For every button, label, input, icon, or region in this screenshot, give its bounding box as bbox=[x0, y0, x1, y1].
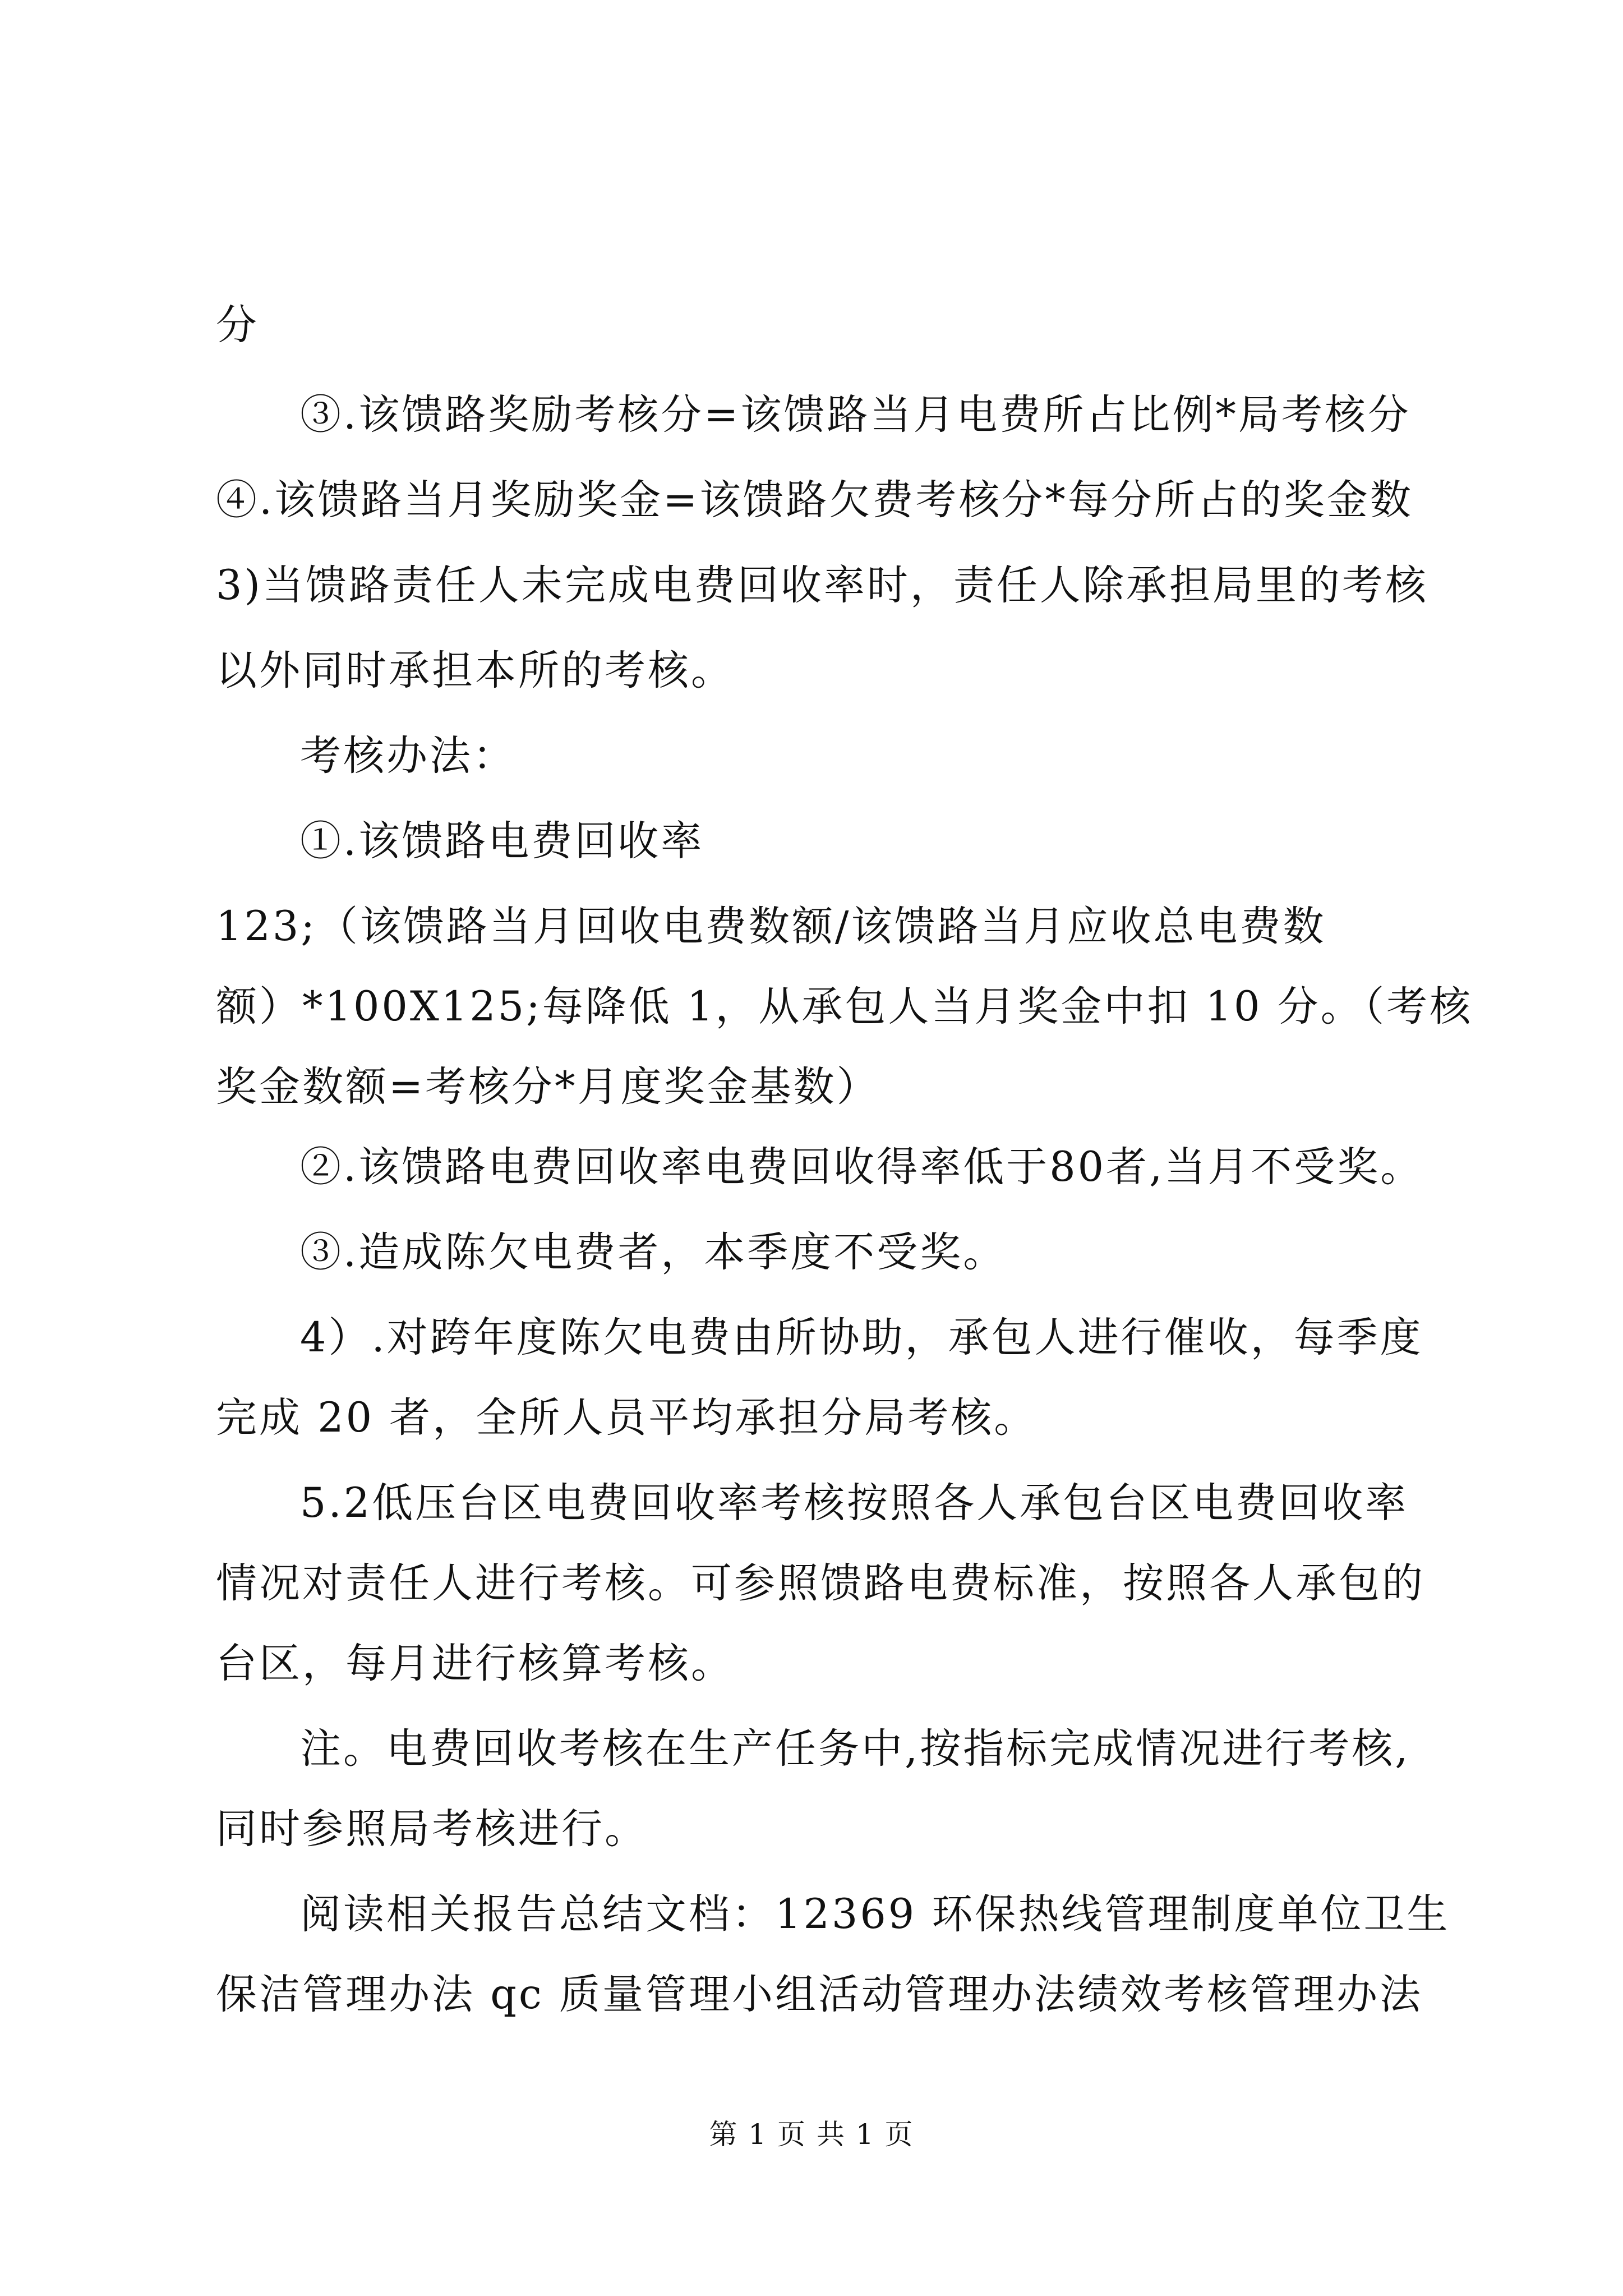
text-line-3: ④.该馈路当月奖励奖金=该馈路欠费考核分*每分所占的奖金数 bbox=[216, 476, 1413, 524]
text-line-6: 考核办法： bbox=[300, 732, 516, 780]
text-line-14: 完成 20 者，全所人员平均承担分局考核。 bbox=[216, 1394, 1038, 1442]
text-line-20: 阅读相关报告总结文档：12369 环保热线管理制度单位卫生 bbox=[300, 1890, 1450, 1938]
text-line-1: 分 bbox=[216, 301, 259, 349]
page-footer: 第 1 页 共 1 页 bbox=[709, 2118, 914, 2151]
text-line-19: 同时参照局考核进行。 bbox=[216, 1805, 648, 1853]
text-line-13: 4）.对跨年度陈欠电费由所协助，承包人进行催收，每季度 bbox=[300, 1314, 1423, 1361]
text-line-4: 3)当馈路责任人未完成电费回收率时，责任人除承担局里的考核 bbox=[216, 562, 1428, 609]
text-line-17: 台区，每月进行核算考核。 bbox=[216, 1640, 734, 1687]
text-line-16: 情况对责任人进行考核。可参照馈路电费标准，按照各人承包的 bbox=[216, 1559, 1425, 1607]
text-line-8: 123;（该馈路当月回收电费数额/该馈路当月应收总电费数 bbox=[216, 903, 1326, 950]
text-line-9: 额）*100X125;每降低 1，从承包人当月奖金中扣 10 分。（考核 bbox=[216, 983, 1473, 1030]
text-line-7: ①.该馈路电费回收率 bbox=[300, 817, 704, 865]
text-line-2: ③.该馈路奖励考核分=该馈路当月电费所占比例*局考核分 bbox=[300, 391, 1411, 439]
text-line-15: 5.2低压台区电费回收率考核按照各人承包台区电费回收率 bbox=[300, 1479, 1409, 1527]
text-line-12: ③.造成陈欠电费者，本季度不受奖。 bbox=[300, 1228, 1007, 1276]
text-line-21: 保洁管理办法 qc 质量管理小组活动管理办法绩效考核管理办法 bbox=[216, 1971, 1423, 2018]
text-line-10: 奖金数额=考核分*月度奖金基数） bbox=[216, 1063, 880, 1111]
text-line-5: 以外同时承担本所的考核。 bbox=[216, 647, 734, 694]
text-line-11: ②.该馈路电费回收率电费回收得率低于80者,当月不受奖。 bbox=[300, 1143, 1424, 1191]
text-line-18: 注。电费回收考核在生产任务中,按指标完成情况进行考核, bbox=[300, 1725, 1410, 1773]
